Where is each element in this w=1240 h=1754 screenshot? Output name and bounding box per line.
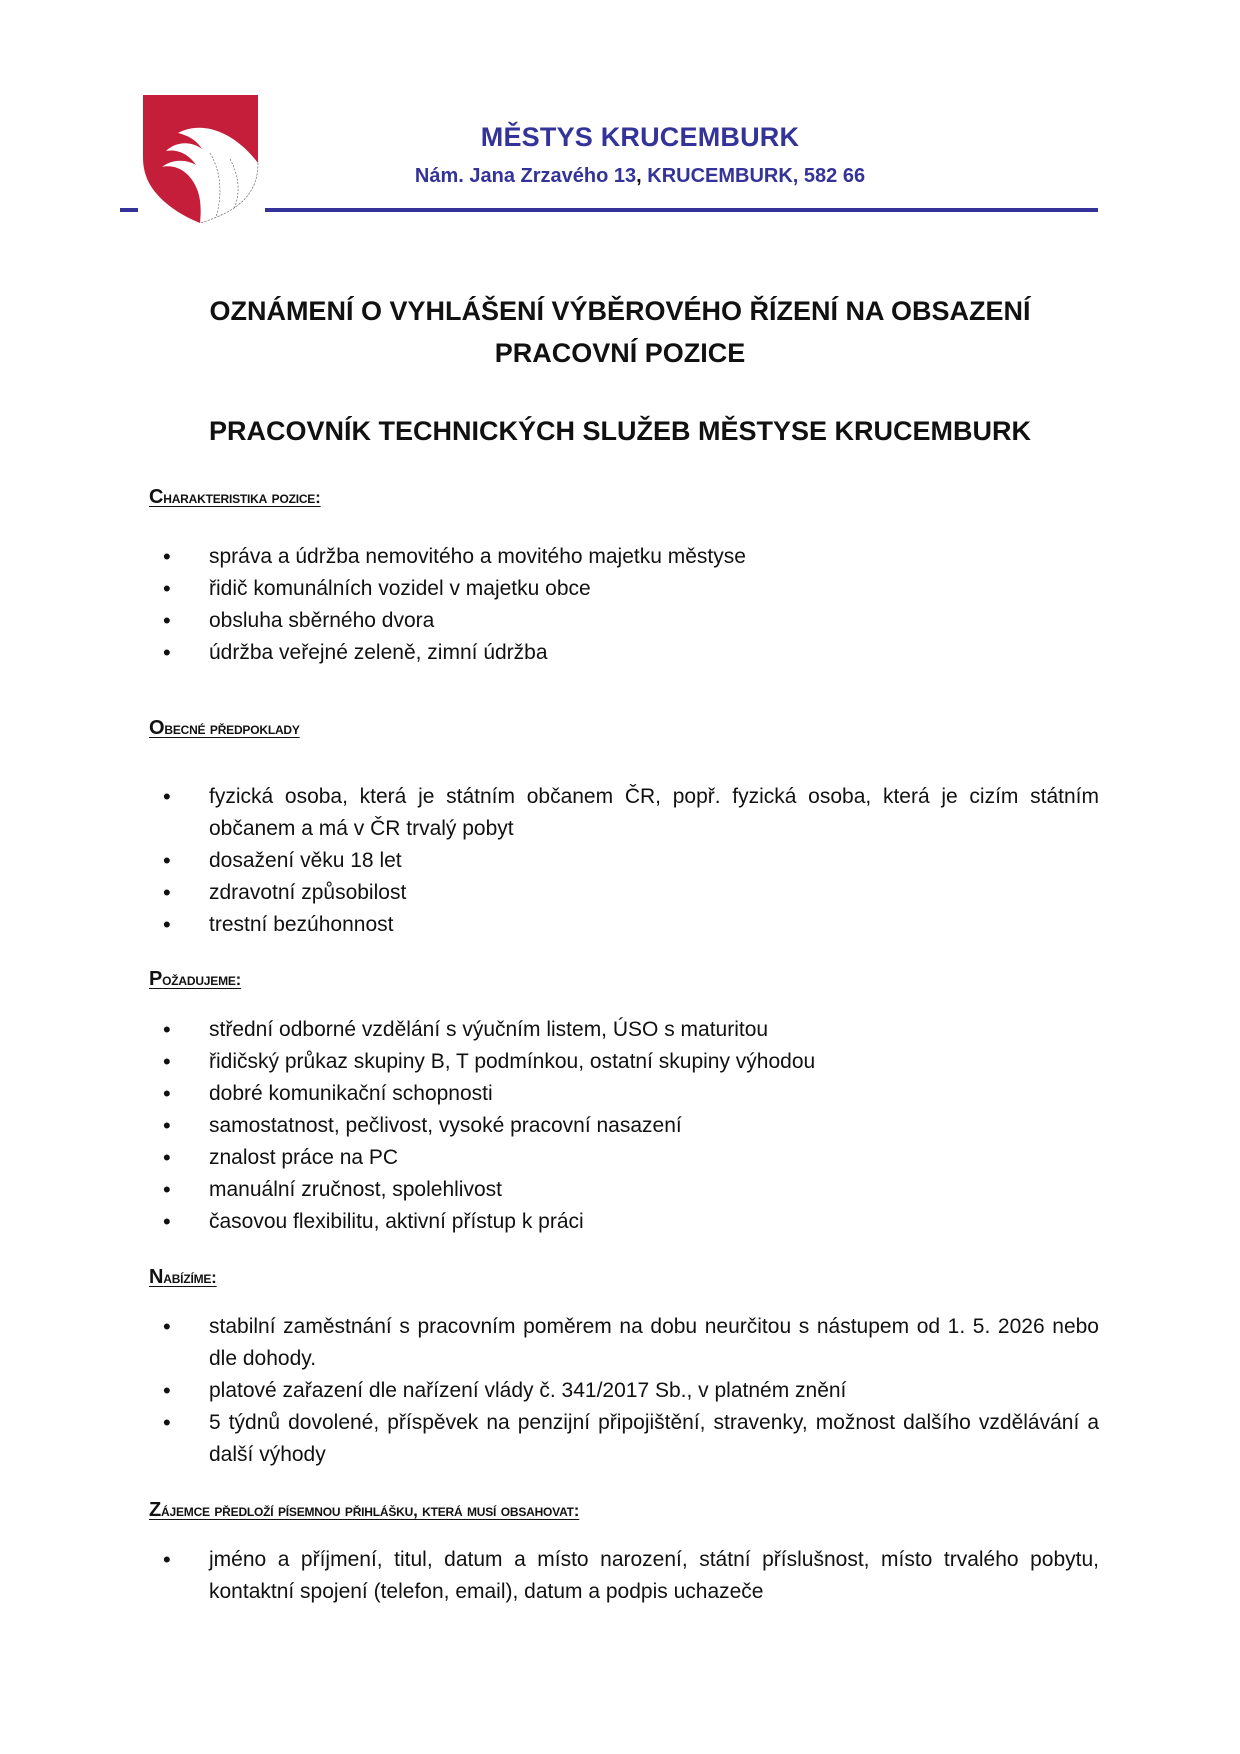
bullet-icon: • bbox=[163, 1081, 171, 1106]
bullet-icon: • bbox=[163, 1314, 171, 1339]
list-item: • časovou flexibilitu, aktivní přístup k práci bbox=[149, 1206, 1099, 1238]
list-we-offer bbox=[149, 1311, 1099, 1471]
bullet-icon: • bbox=[163, 784, 171, 809]
bullet-icon: • bbox=[163, 1113, 171, 1138]
section-heading-general-requirements: Obecné předpoklady bbox=[149, 717, 300, 739]
list-application-contents bbox=[149, 1544, 1099, 1608]
organization-name: MĚSTYS KRUCEMBURK bbox=[480, 122, 800, 152]
bullet-icon: • bbox=[163, 880, 171, 905]
list-general-requirements bbox=[149, 781, 1099, 941]
list-item: • řidičský průkaz skupiny B, T podmínkou, ostatní skupiny výhodou bbox=[149, 1046, 1099, 1078]
list-item: • znalost práce na PC bbox=[149, 1142, 1099, 1174]
bullet-icon: • bbox=[163, 1177, 171, 1202]
list-item: • samostatnost, pečlivost, vysoké pracovní nasazení bbox=[149, 1110, 1099, 1142]
list-item: • manuální zručnost, spolehlivost bbox=[149, 1174, 1099, 1206]
bullet-icon: • bbox=[163, 640, 171, 665]
bullet-icon: • bbox=[163, 576, 171, 601]
list-characteristics bbox=[149, 541, 1099, 669]
address-separator: , bbox=[636, 165, 642, 187]
bullet-icon: • bbox=[163, 544, 171, 569]
position-title: PRACOVNÍK TECHNICKÝCH SLUŽEB MĚSTYSE KRUCEMBURK bbox=[208, 416, 1032, 446]
section-heading-characteristics: Charakteristika pozice: bbox=[149, 486, 321, 508]
list-we-require bbox=[149, 1014, 1099, 1238]
bullet-icon: • bbox=[163, 1017, 171, 1042]
list-item: • trestní bezúhonnost bbox=[149, 909, 1099, 941]
bullet-icon: • bbox=[163, 1378, 171, 1403]
list-item: • stabilní zaměstnání s pracovním poměrem na dobu neurčitou s nástupem od 1. 5. 2026 nebo dle dohody. bbox=[149, 1311, 1099, 1375]
bullet-icon: • bbox=[163, 1209, 171, 1234]
section-heading-application-contents: Zájemce předloží písemnou přihlášku, která musí obsahovat: bbox=[149, 1499, 580, 1521]
list-item: • střední odborné vzdělání s výučním listem, ÚSO s maturitou bbox=[149, 1014, 1099, 1046]
title-line-2: PRACOVNÍ POZICE bbox=[494, 338, 746, 368]
list-item: • řidič komunálních vozidel v majetku obce bbox=[149, 573, 1099, 605]
title-line-1: OZNÁMENÍ O VYHLÁŠENÍ VÝBĚROVÉHO ŘÍZENÍ NA OBSAZENÍ bbox=[209, 296, 1031, 326]
list-item: • dobré komunikační schopnosti bbox=[149, 1078, 1099, 1110]
list-item: • platové zařazení dle nařízení vlády č. 341/2017 Sb., v platném znění bbox=[149, 1375, 1099, 1407]
list-item: • jméno a příjmení, titul, datum a místo narození, státní příslušnost, místo trvalého pobytu, kontaktní spojení (telefon, email), datum a podpis uchazeče bbox=[149, 1544, 1099, 1608]
list-item: • zdravotní způsobilost bbox=[149, 877, 1099, 909]
section-heading-we-require: Požadujeme: bbox=[149, 968, 242, 990]
bullet-icon: • bbox=[163, 1145, 171, 1170]
bullet-icon: • bbox=[163, 608, 171, 633]
list-item: • údržba veřejné zeleně, zimní údržba bbox=[149, 637, 1099, 669]
address-street: Nám. Jana Zrzavého 13 bbox=[414, 165, 637, 187]
header-rule-left bbox=[120, 208, 138, 212]
section-heading-we-offer: Nabízíme: bbox=[149, 1266, 217, 1288]
coat-of-arms-icon bbox=[140, 93, 262, 225]
header-rule-right bbox=[265, 208, 1098, 212]
bullet-icon: • bbox=[163, 848, 171, 873]
bullet-icon: • bbox=[163, 1410, 171, 1435]
bullet-icon: • bbox=[163, 1049, 171, 1074]
address-city: KRUCEMBURK, 582 66 bbox=[641, 165, 866, 187]
list-item: • obsluha sběrného dvora bbox=[149, 605, 1099, 637]
list-item: • fyzická osoba, která je státním občanem ČR, popř. fyzická osoba, která je cizím státním občanem a má v ČR trvalý pobyt bbox=[149, 781, 1099, 845]
organization-address bbox=[300, 165, 980, 188]
bullet-icon: • bbox=[163, 912, 171, 937]
document-title bbox=[120, 290, 1120, 374]
list-item: • dosažení věku 18 let bbox=[149, 845, 1099, 877]
list-item: • správa a údržba nemovitého a movitého majetku městyse bbox=[149, 541, 1099, 573]
bullet-icon: • bbox=[163, 1547, 171, 1572]
list-item: • 5 týdnů dovolené, příspěvek na penzijní připojištění, stravenky, možnost dalšího vzdělávání a další výhody bbox=[149, 1407, 1099, 1471]
